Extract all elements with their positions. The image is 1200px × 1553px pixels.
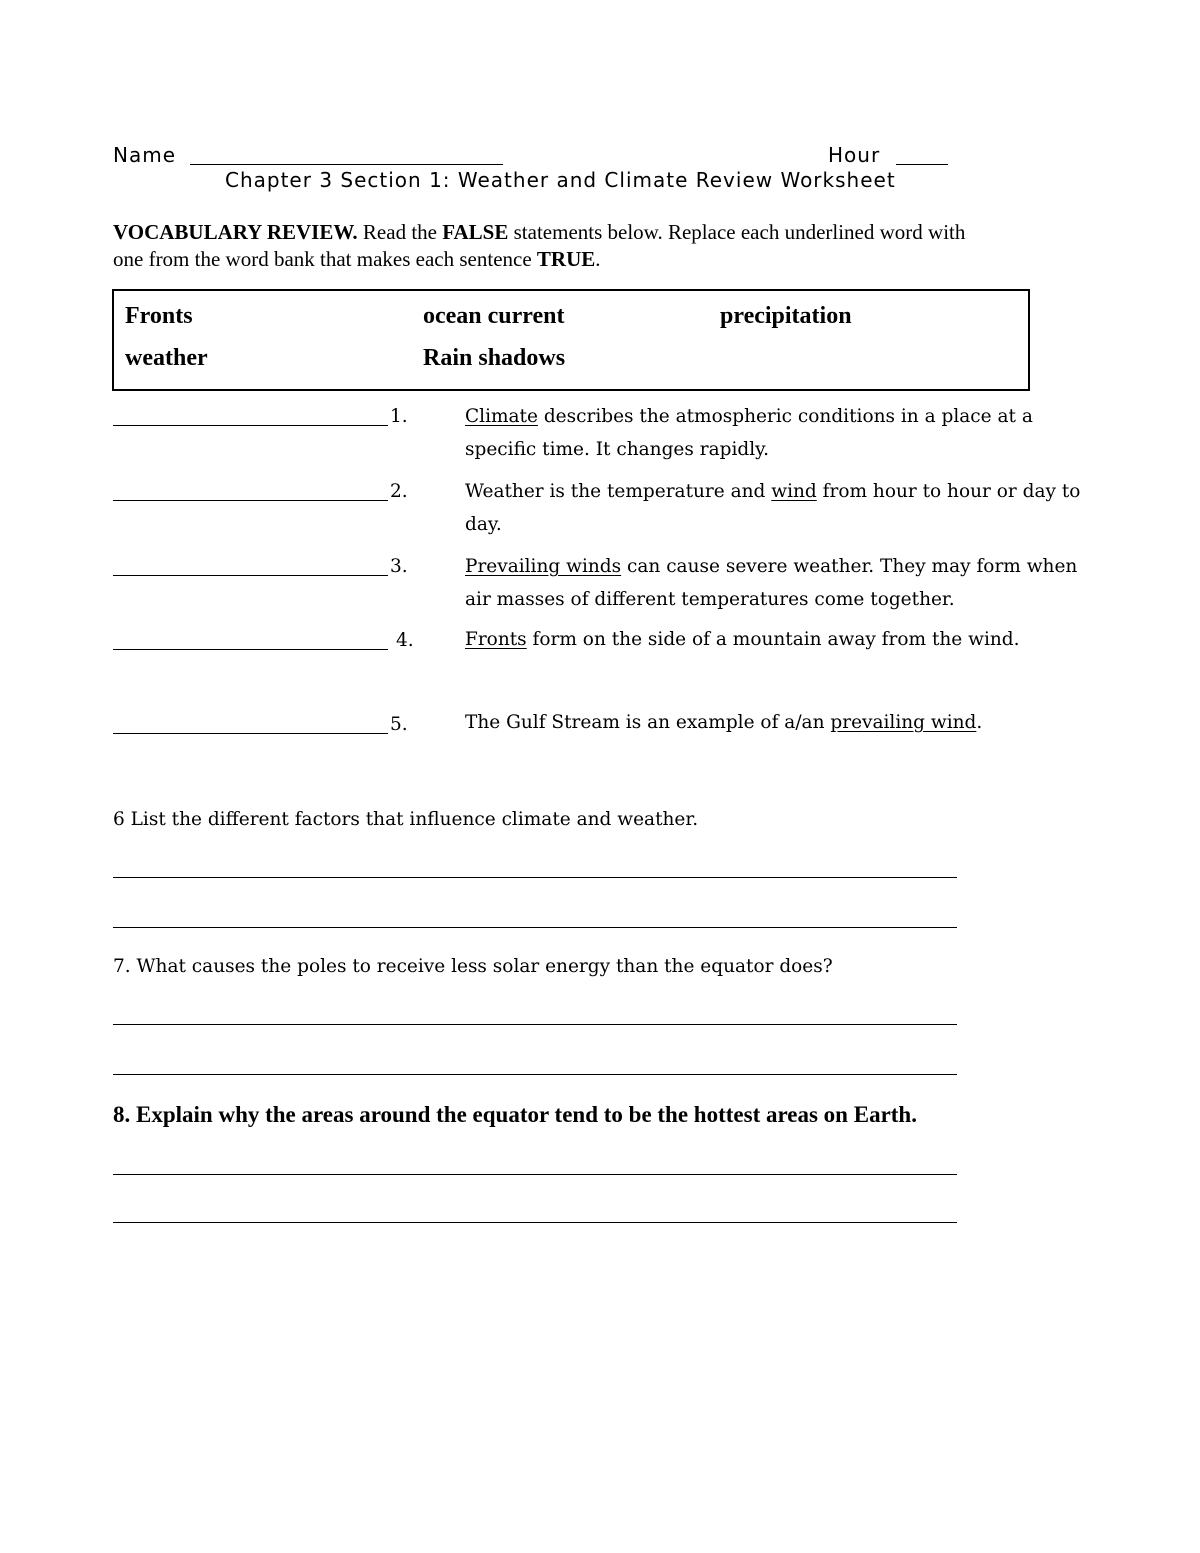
answer-blank-4[interactable] bbox=[113, 649, 388, 650]
instructions-text-1: Read the bbox=[357, 220, 443, 244]
instructions-text-4: . bbox=[595, 247, 601, 271]
underlined-word: prevailing wind bbox=[830, 712, 977, 733]
name-field[interactable] bbox=[190, 164, 503, 165]
hour-field[interactable] bbox=[896, 164, 948, 165]
item-number: 1. bbox=[390, 406, 408, 427]
vocab-statement-3: Prevailing winds can cause severe weather. They may form when air masses of different temperatures come together. bbox=[465, 556, 1078, 610]
question-7: 7. What causes the poles to receive less solar energy than the equator does? bbox=[113, 956, 833, 977]
word-bank-item: precipitation bbox=[720, 303, 852, 329]
word-bank-item: ocean current bbox=[423, 303, 565, 329]
answer-line[interactable] bbox=[113, 1074, 957, 1075]
vocab-statement-2: Weather is the temperature and wind from hour to hour or day to day. bbox=[465, 481, 1081, 535]
vocab-statement-4: Fronts form on the side of a mountain away from the wind. bbox=[465, 629, 1020, 650]
instructions-text-2: statements below. Replace each underlined word with bbox=[508, 220, 966, 244]
answer-line[interactable] bbox=[113, 927, 957, 928]
item-number: 3. bbox=[390, 556, 408, 577]
item-number: 4. bbox=[396, 630, 414, 651]
word-bank-item: Rain shadows bbox=[423, 345, 566, 371]
question-8: 8. Explain why the areas around the equator tend to be the hottest areas on Earth. bbox=[113, 1102, 917, 1127]
instructions-lead: VOCABULARY REVIEW. bbox=[113, 220, 358, 244]
vocab-statement-5: The Gulf Stream is an example of a/an prevailing wind. bbox=[465, 712, 983, 733]
answer-blank-1[interactable] bbox=[113, 425, 388, 426]
answer-line[interactable] bbox=[113, 877, 957, 878]
word-bank-box bbox=[112, 289, 1030, 391]
answer-blank-5[interactable] bbox=[113, 733, 388, 734]
question-6: 6 List the different factors that influence climate and weather. bbox=[113, 809, 699, 830]
answer-blank-3[interactable] bbox=[113, 575, 388, 576]
answer-line[interactable] bbox=[113, 1222, 957, 1223]
item-number: 5. bbox=[390, 714, 408, 735]
name-label: Name bbox=[113, 143, 177, 167]
underlined-word: wind bbox=[771, 481, 817, 502]
answer-blank-2[interactable] bbox=[113, 500, 388, 501]
word-bank-item: Fronts bbox=[125, 303, 193, 329]
instructions-text-3: one from the word bank that makes each sentence bbox=[113, 247, 537, 271]
worksheet-title: Chapter 3 Section 1: Weather and Climate Review Worksheet bbox=[225, 168, 896, 192]
underlined-word: Prevailing winds bbox=[465, 556, 622, 577]
vocab-statement-1: Climate describes the atmospheric conditions in a place at a specific time. It changes rapidly. bbox=[465, 406, 1033, 460]
item-number: 2. bbox=[390, 481, 408, 502]
instructions bbox=[113, 219, 965, 273]
word-bank-item: weather bbox=[125, 345, 208, 371]
underlined-word: Climate bbox=[465, 406, 538, 427]
false-word: FALSE bbox=[442, 220, 509, 244]
underlined-word: Fronts bbox=[465, 629, 527, 650]
answer-line[interactable] bbox=[113, 1174, 957, 1175]
answer-line[interactable] bbox=[113, 1024, 957, 1025]
true-word: TRUE bbox=[536, 247, 596, 271]
hour-label: Hour bbox=[828, 143, 881, 167]
